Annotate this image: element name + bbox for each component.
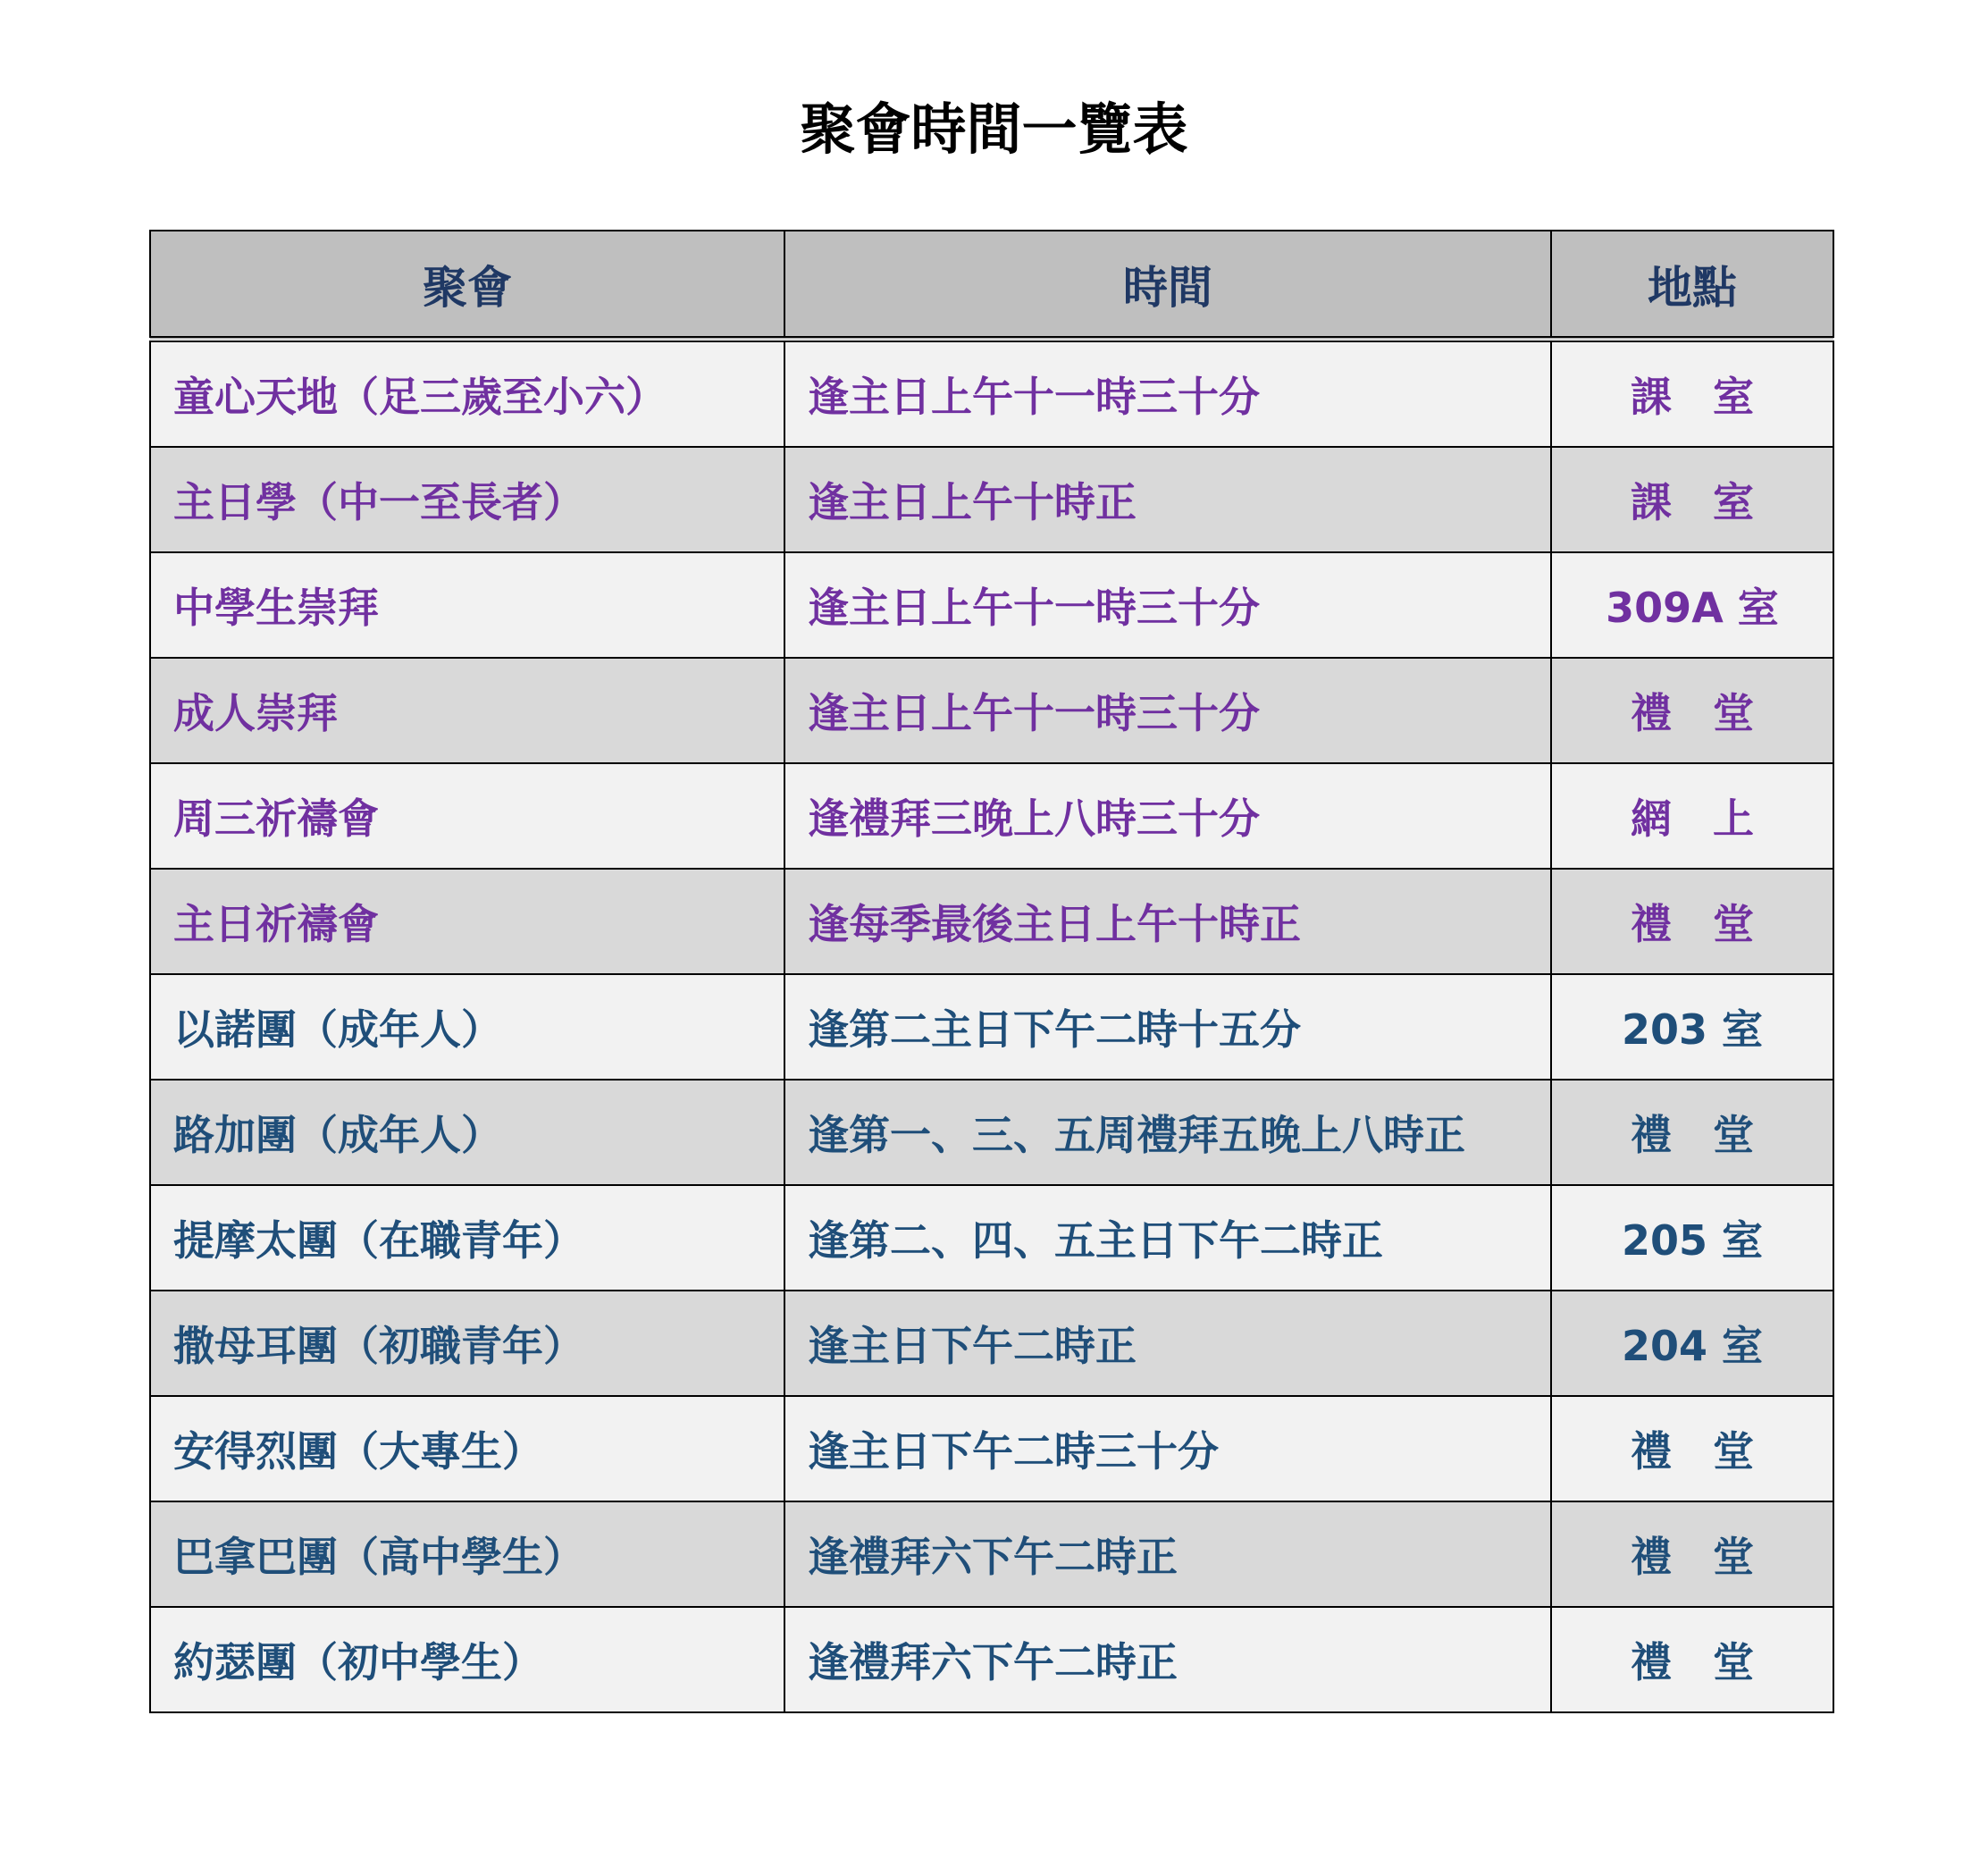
- time-cell: 逢禮拜三晚上八時三十分: [784, 763, 1551, 869]
- meeting-cell: 以諾團（成年人）: [150, 974, 784, 1080]
- table-row: [150, 1185, 1833, 1291]
- time-cell: 逢禮拜六下午二時正: [784, 1607, 1551, 1712]
- meeting-cell: 主日學（中一至長者）: [150, 447, 784, 552]
- meeting-cell: 主日祈禱會: [150, 869, 784, 974]
- meeting-cell: 約瑟團（初中學生）: [150, 1607, 784, 1712]
- meeting-cell: 路加團（成年人）: [150, 1080, 784, 1185]
- table-row: [150, 974, 1833, 1080]
- location-cell: 課 室: [1551, 340, 1833, 448]
- location-cell: 203 室: [1551, 974, 1833, 1080]
- meeting-cell: 成人崇拜: [150, 658, 784, 763]
- meeting-cell: 中學生崇拜: [150, 552, 784, 658]
- meeting-cell: 撒母耳團（初職青年）: [150, 1291, 784, 1396]
- time-cell: 逢主日下午二時三十分: [784, 1396, 1551, 1501]
- meeting-cell: 巴拿巴團（高中學生）: [150, 1501, 784, 1607]
- table-row: [150, 552, 1833, 658]
- table-row: [150, 869, 1833, 974]
- meeting-cell: 周三祈禱會: [150, 763, 784, 869]
- location-cell: 網 上: [1551, 763, 1833, 869]
- header-time: 時間: [784, 231, 1551, 340]
- table-row: [150, 1396, 1833, 1501]
- location-cell: 禮 堂: [1551, 1607, 1833, 1712]
- location-cell: 禮 堂: [1551, 1396, 1833, 1501]
- table-row: [150, 340, 1833, 448]
- time-cell: 逢第一、三、五周禮拜五晚上八時正: [784, 1080, 1551, 1185]
- time-cell: 逢主日上午十一時三十分: [784, 340, 1551, 448]
- time-cell: 逢禮拜六下午二時正: [784, 1501, 1551, 1607]
- time-cell: 逢主日上午十時正: [784, 447, 1551, 552]
- header-location: 地點: [1551, 231, 1833, 340]
- location-cell: 禮 堂: [1551, 1080, 1833, 1185]
- time-cell: 逢主日上午十一時三十分: [784, 658, 1551, 763]
- page-title: 聚會時間一覽表: [800, 97, 1188, 162]
- time-cell: 逢第二、四、五主日下午二時正: [784, 1185, 1551, 1291]
- location-cell: 課 室: [1551, 447, 1833, 552]
- location-cell: 禮 堂: [1551, 1501, 1833, 1607]
- location-cell: 204 室: [1551, 1291, 1833, 1396]
- time-cell: 逢每季最後主日上午十時正: [784, 869, 1551, 974]
- location-cell: 禮 堂: [1551, 658, 1833, 763]
- meeting-cell: 提摩太團（在職青年）: [150, 1185, 784, 1291]
- time-cell: 逢主日下午二時正: [784, 1291, 1551, 1396]
- table-row: [150, 447, 1833, 552]
- location-cell: 205 室: [1551, 1185, 1833, 1291]
- location-cell: 禮 堂: [1551, 869, 1833, 974]
- time-cell: 逢第二主日下午二時十五分: [784, 974, 1551, 1080]
- time-cell: 逢主日上午十一時三十分: [784, 552, 1551, 658]
- table-row: [150, 1607, 1833, 1712]
- table-row: [150, 763, 1833, 869]
- location-cell: 309A 室: [1551, 552, 1833, 658]
- meeting-cell: 童心天地（足三歲至小六）: [150, 340, 784, 448]
- meeting-cell: 安得烈團（大專生）: [150, 1396, 784, 1501]
- table-row: [150, 1080, 1833, 1185]
- table-row: [150, 658, 1833, 763]
- table-row: [150, 1501, 1833, 1607]
- schedule-table: [149, 230, 1834, 1713]
- table-header-row: [150, 231, 1833, 340]
- header-meeting: 聚會: [150, 231, 784, 340]
- table-row: [150, 1291, 1833, 1396]
